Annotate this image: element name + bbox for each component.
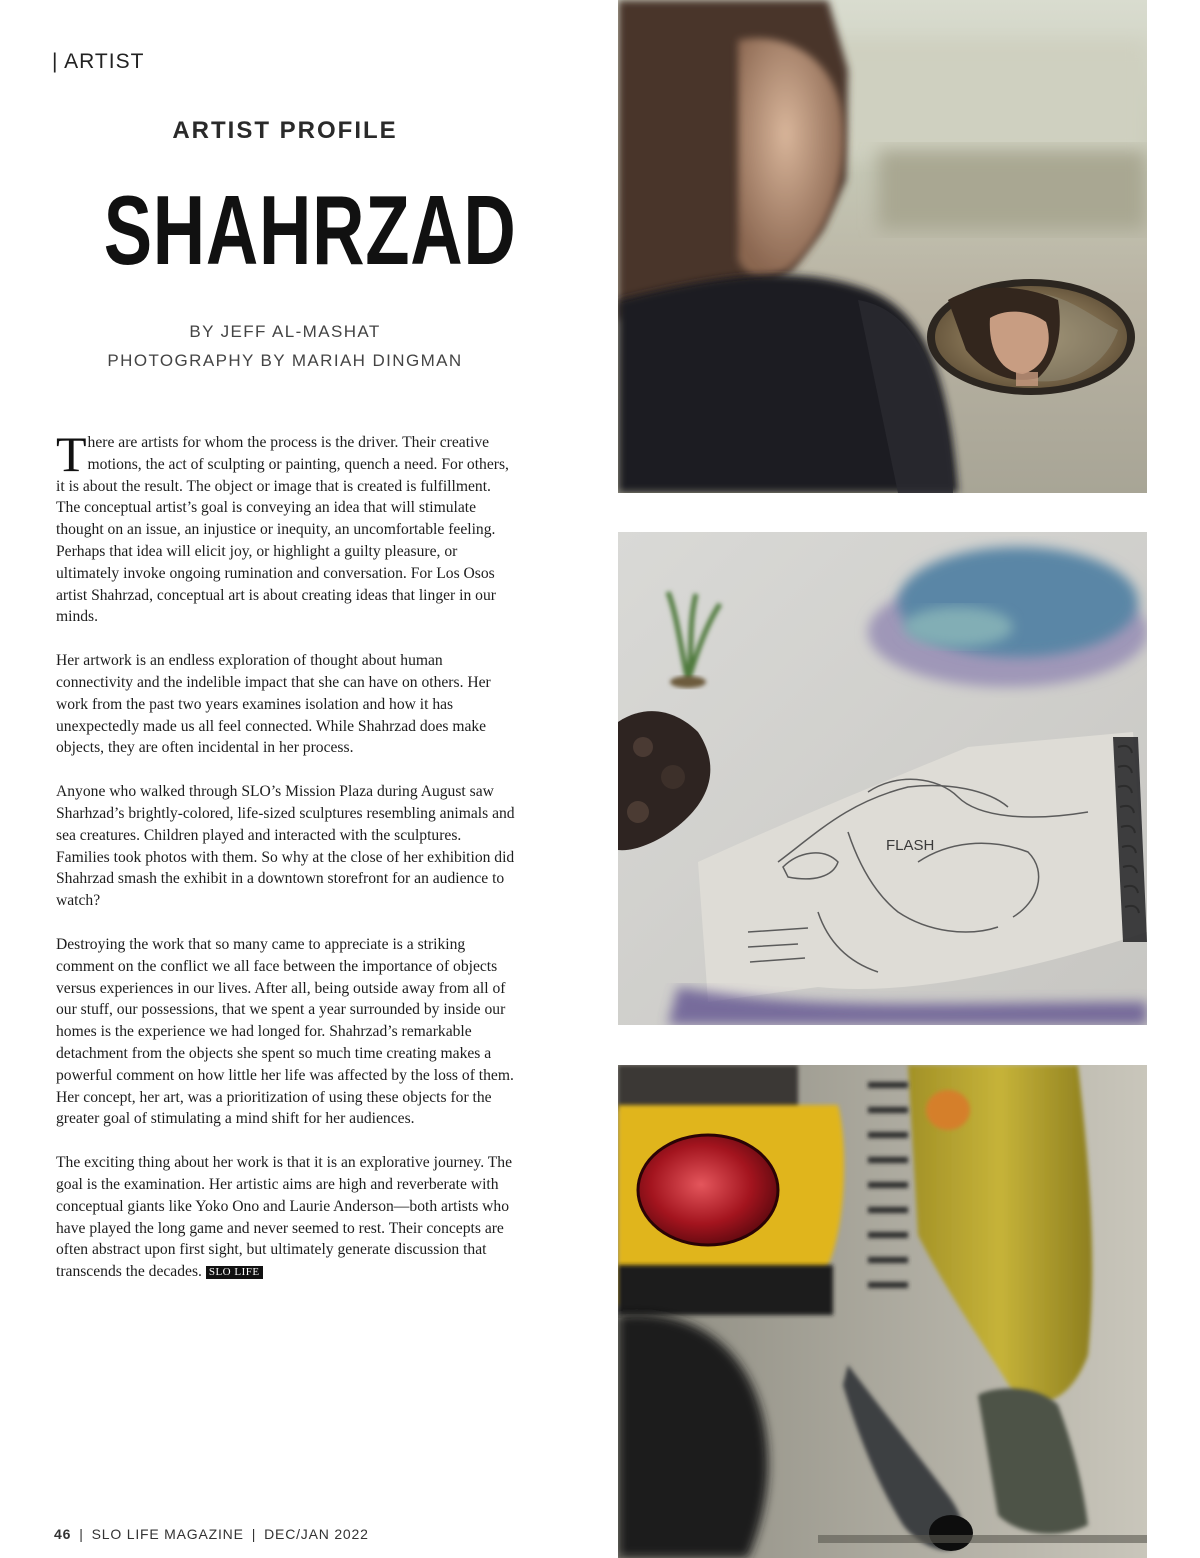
page-number: 46 [54,1526,72,1542]
photo-sketchbook [618,532,1147,1025]
paragraph-3: Anyone who walked through SLO’s Mission Plaza during August saw Sharhzad’s brightly-colored, life-sized sculptures resembling animals and sea creatures. Children played and interacted with the sculptures. Families took photos with them. So why at the close of her exhibition did Shahrzad smash the exhibit in a downtown storefront for an audience to watch? [56,783,515,910]
footer-separator: | [251,1526,257,1542]
paragraph-1 [56,426,518,628]
photo-motorcycle [618,1065,1147,1558]
paragraph-4: Destroying the work that so many came to appreciate is a striking comment on the conflict we all face between the importance of objects versus experiences in our lives. After all, being outside away from all of our stuff, our possessions, that we spent a year surrounded by inside our homes is the experience we had longed for. Shahrzad’s remarkable detachment from the objects she spent so much time creating makes a powerful comment on how little her life was affected by the loss of them. Her concept, her art, was a prioritization of using these objects for the greater goal of stimulating a mind shift for her audiences. [56,935,514,1128]
end-mark-logo: SLO LIFE [206,1266,263,1279]
paragraph-2: Her artwork is an endless exploration of thought about human connectivity and the indelible impact that she can have on others. Her work from the past two years examines isolation and how it has unexpectedly made us all feel connected. While Shahrzad does make objects, they are often incidental in her process. [56,652,491,757]
section-label: | ARTIST [52,50,145,73]
paragraph-5-text: The exciting thing about her work is that it is an explorative journey. The goal is the examination. Her artistic aims are high and reverberate with conceptual giants like Yoko Ono and Laurie Anderson—both artists who have played the long game and never seemed to rest. Their concepts are often abstract upon first sight, but ultimately generate discussion that transcends the decades. [56,1154,513,1281]
paragraph-1-text: here are artists for whom the process is the driver. Their creative motions, the act of sculpting or painting, quench a need. For others, it is about the result. The object or image that is created is fulfillment. The conceptual artist’s goal is conveying an idea that will stimulate thought on an issue, an injustice or inequity, an uncomfortable feeling. Perhaps that idea will elicit joy, or highlight a guilty pleasure, or ultimately invoke ongoing rumination and conversation. For Los Osos artist Shahrzad, conceptual art is about creating ideas that linger in our minds. [56,434,509,626]
article-body [56,426,518,1305]
headline: SHAHRZAD [103,175,517,285]
photo-artist-mirror [618,0,1147,493]
byline: BY JEFF AL-MASHAT [189,322,381,341]
sketch-flash-text: FLASH [886,837,935,854]
paragraph-5 [56,1152,518,1283]
photo-artist-mirror-image [618,0,1147,493]
issue-date: DEC/JAN 2022 [264,1526,369,1542]
magazine-name: SLO LIFE MAGAZINE [91,1526,244,1542]
footer-separator: | [79,1526,84,1542]
photo-motorcycle-image [618,1065,1147,1558]
photo-sketchbook-image [618,532,1147,1025]
page-footer [54,1526,369,1542]
credits [40,317,530,375]
photo-credit: PHOTOGRAPHY BY MARIAH DINGMAN [107,351,463,370]
kicker: ARTIST PROFILE [172,117,398,144]
drop-cap: T [56,426,87,482]
